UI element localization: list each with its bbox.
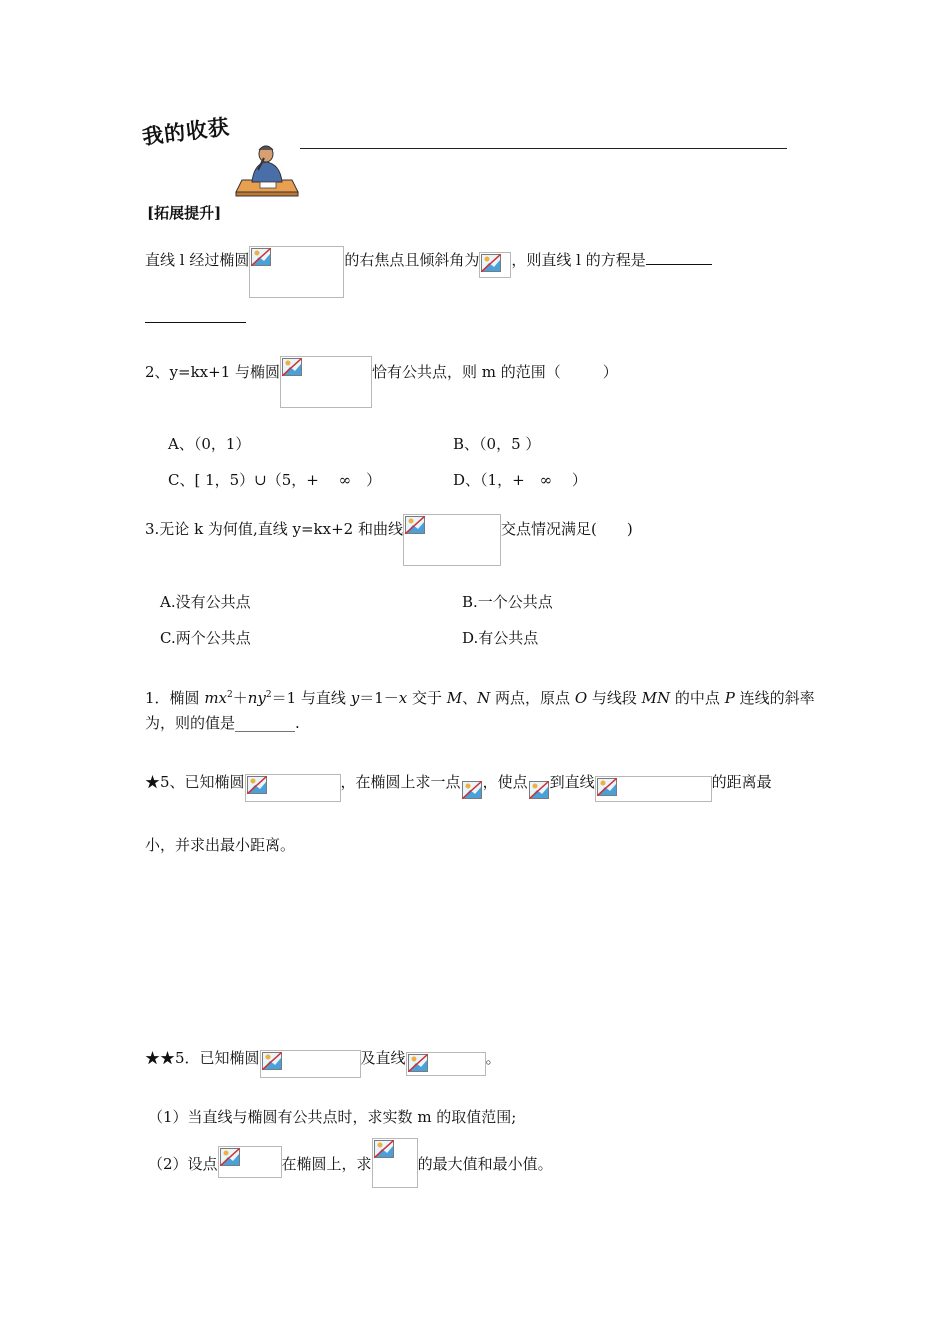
option-b: B、（0，5 ） <box>453 435 541 453</box>
curve-equation-image <box>403 514 501 566</box>
ellipse-equation-image <box>280 356 372 408</box>
question-1-line <box>145 248 712 272</box>
q4-text: ＝1－ <box>359 689 399 707</box>
q2-text-b: 恰有公共点，则 m 的范围（ <box>372 363 561 381</box>
question-6-line <box>145 1046 501 1070</box>
var-O: O <box>574 689 588 707</box>
expression-image <box>372 1138 418 1188</box>
option-c: C、[ 1，5）∪（5，+ ∞ ） <box>168 471 382 489</box>
var-ny: ny <box>247 689 266 707</box>
header-rule <box>300 148 787 149</box>
q4-text: 1．椭圆 <box>145 689 205 707</box>
question-6-sub-1: （1）当直线与椭圆有公共点时，求实数 m 的取值范围; <box>148 1108 517 1126</box>
ellipse-equation-image <box>260 1050 361 1078</box>
line-equation-image <box>406 1052 486 1076</box>
exponent: 2 <box>227 690 233 700</box>
q4-text: 交于 <box>407 689 447 707</box>
question-5-line-2: 小，并求出最小距离。 <box>145 836 296 854</box>
var-y: y <box>350 689 360 707</box>
point-p-image <box>528 780 550 804</box>
plus-sign: ＋ <box>232 689 248 707</box>
q1-text-c: ，则直线 l 的方程是 <box>511 251 646 269</box>
q5-text-c: ，使点 <box>482 773 528 791</box>
q6-text-a: ★★5．已知椭圆 <box>145 1049 260 1067</box>
var-N: N <box>477 689 491 707</box>
point-p-image <box>461 780 483 804</box>
q4-text: 、 <box>462 689 478 707</box>
exponent: 2 <box>265 690 272 700</box>
var-P: P <box>724 689 735 707</box>
section-label: [拓展提升] <box>147 204 222 222</box>
q5-text-b: ，在椭圆上求一点 <box>340 773 461 791</box>
q6-sub2-text-c: 的最大值和最小值。 <box>417 1155 553 1173</box>
q3-text-c: ) <box>626 520 633 538</box>
q4-text: 的中点 <box>670 689 725 707</box>
q3-text-a: 3.无论 k 为何值,直线 y=kx+2 和曲线 <box>145 520 403 538</box>
q6-sub2-text-b: 在椭圆上，求 <box>281 1155 372 1173</box>
var-MN: MN <box>641 689 671 707</box>
option-a: A.没有公共点 <box>160 593 251 611</box>
q5-text-a: ★5、已知椭圆 <box>145 773 245 791</box>
option-c: C.两个公共点 <box>160 629 251 647</box>
q4-text: ＝1 与直线 <box>271 689 351 707</box>
option-d: D、（1，+ ∞ ） <box>453 471 587 489</box>
answer-blank <box>646 250 712 265</box>
ellipse-equation-image <box>245 774 341 802</box>
point-image <box>218 1146 282 1178</box>
ellipse-equation-image <box>249 246 344 298</box>
question-5-line <box>145 770 772 794</box>
q5-text-e: 的距离最 <box>711 773 772 791</box>
q3-text-b: 交点情况满足( <box>500 520 597 538</box>
var-M: M <box>446 689 463 707</box>
q4-text: 两点，原点 <box>490 689 575 707</box>
question-3-line <box>145 517 633 541</box>
q6-text-c: 。 <box>485 1049 501 1067</box>
line-equation-image <box>595 776 712 802</box>
question-2-line <box>145 360 618 384</box>
harvest-title: 我的收获 <box>140 114 232 150</box>
question-4-line-1 <box>145 683 815 707</box>
thinking-man-clipart <box>232 140 302 198</box>
question-4-line-2: 为，则的值是________. <box>145 714 300 732</box>
q6-text-b: 及直线 <box>360 1049 406 1067</box>
q2-text-a: 2、y=kx+1 与椭圆 <box>145 363 281 381</box>
q2-text-c: ） <box>602 363 618 381</box>
answer-blank-continued <box>145 322 246 323</box>
var-mx: mx <box>204 689 227 707</box>
q4-text: 连线的斜率 <box>734 689 815 707</box>
question-6-sub-2 <box>148 1152 553 1176</box>
option-d: D.有公共点 <box>462 629 539 647</box>
q5-text-d: 到直线 <box>549 773 595 791</box>
q1-text-b: 的右焦点且倾斜角为 <box>344 251 480 269</box>
var-x: x <box>398 689 408 707</box>
q1-text-a: 直线 l 经过椭圆 <box>145 251 250 269</box>
q4-text: 与线段 <box>587 689 642 707</box>
incline-angle-image <box>479 252 511 278</box>
option-b: B.一个公共点 <box>462 593 553 611</box>
option-a: A、（0，1） <box>168 435 251 453</box>
q6-sub2-text-a: （2）设点 <box>148 1155 218 1173</box>
